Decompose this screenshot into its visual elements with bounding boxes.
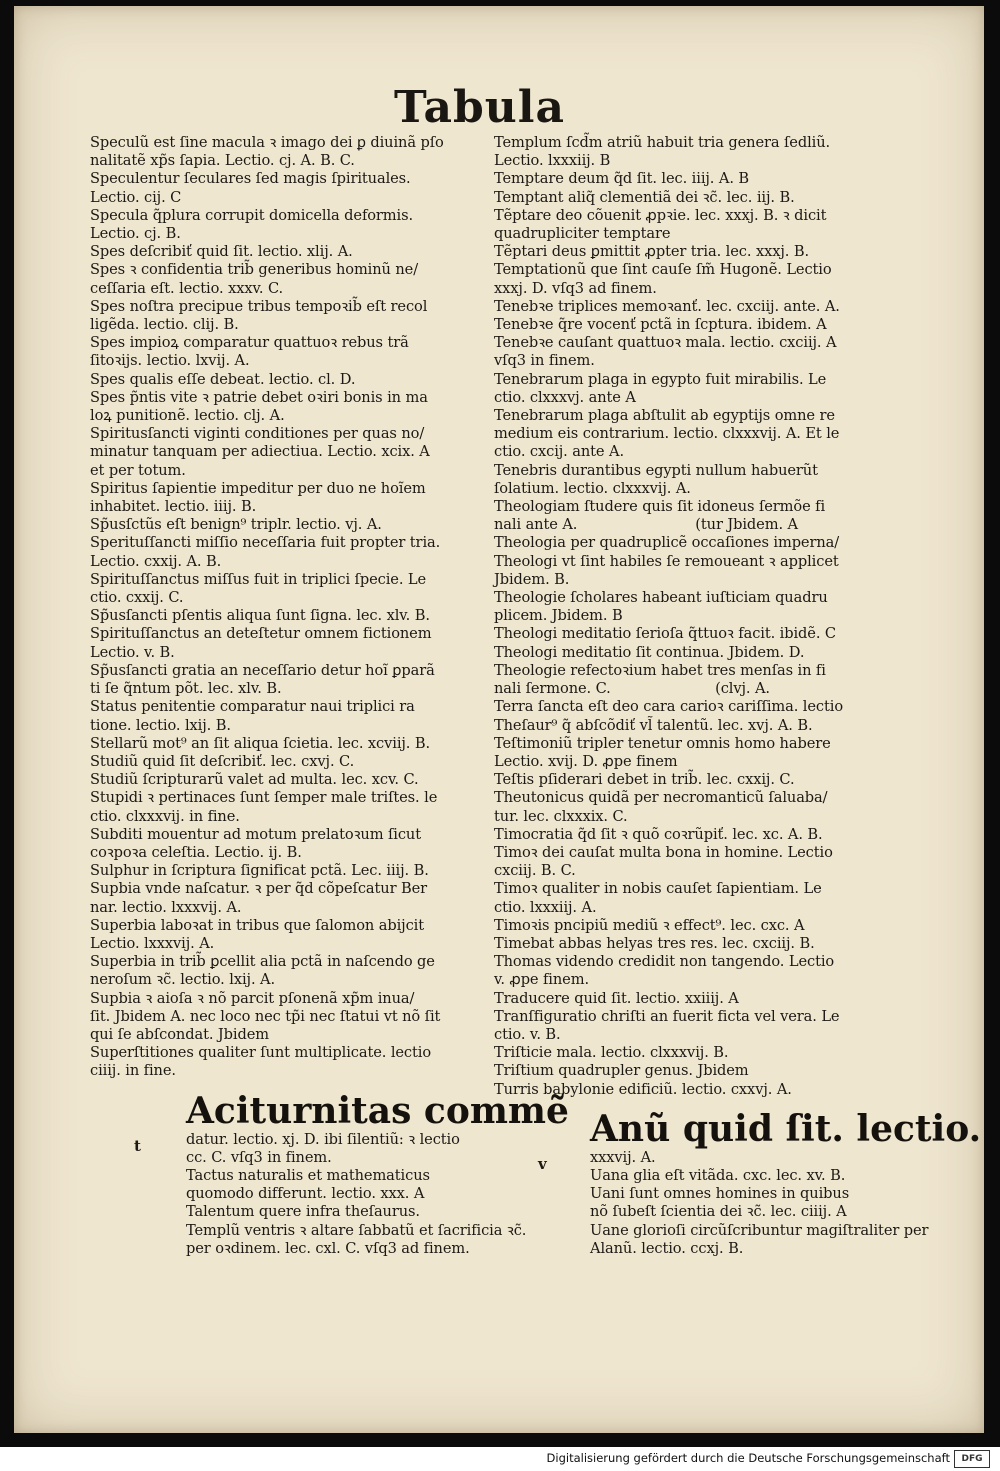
index-entry-line: Theologi vt ſint habiles ſe remoueant ꝛ applicet	[494, 552, 839, 570]
index-entry-line: Status penitentie comparatur naui triplici ra	[90, 698, 415, 716]
scan-border	[0, 1433, 1000, 1447]
page-title: Tabula	[394, 82, 566, 133]
index-entry-line: ctio. clxxxvj. ante A	[494, 388, 636, 406]
index-entry-line: Tenebris durantibus egypti nullum habuerũt	[494, 461, 818, 479]
index-entry-line: ciiij. in fine.	[90, 1062, 176, 1080]
index-entry-line: tione. lectio. lxij. B.	[90, 716, 231, 734]
index-entry-line: Uani ſunt omnes homines in quibus	[590, 1185, 850, 1203]
index-entry-line: Triſtium quadrupler genus. Jbidem	[494, 1062, 749, 1080]
right-section	[494, 1107, 982, 1258]
dfg-logo: DFG	[954, 1450, 990, 1468]
index-entry-line: Timoꝛis pncipiũ mediũ ꝛ effect⁹. lec. cxc. A	[494, 916, 805, 934]
index-entry-line: Supbia vnde naſcatur. ꝛ per q̃d cõpeſcatur Ber	[90, 880, 428, 898]
index-entry-line: Spirituſſanctus an deteſtetur omnem fictionem	[90, 625, 432, 643]
section-heading-t: Aciturnitas commẽ	[186, 1089, 569, 1132]
index-entry-line: Spes ꝛ confidentia trib̃ generibus hominũ ne/	[90, 261, 419, 279]
index-entry-line: Timocratia q̃d ſit ꝛ quõ coꝛrũpiť. lec. xc. A. B.	[494, 825, 823, 843]
index-entry-line: Superſtitiones qualiter ſunt multiplicate. lectio	[90, 1044, 432, 1062]
index-entry-line: Studiũ ſcripturarũ valet ad multa. lec. xcv. C.	[90, 771, 419, 789]
index-entry-line: Superbia in trib̃ ꝑcellit alia pctã in naſcendo ge	[90, 953, 435, 971]
index-entry-line: Jbidem. B.	[494, 570, 570, 588]
index-entry-line: Spes impioꝝ comparatur quattuoꝛ rebus trã	[90, 334, 409, 352]
index-entry-line: Sp̃usſancti gratia an neceſſario detur hoĩ ꝑparã	[90, 661, 435, 679]
index-entry-line: Turris babylonie edificiũ. lectio. cxxvj. A.	[494, 1080, 792, 1098]
index-entry-line: per oꝛdinem. lec. cxl. C. vſq3 ad finem.	[186, 1239, 470, 1257]
index-entry-line: cc. C. vſq3 in finem.	[186, 1148, 332, 1166]
index-entry-line: Tẽptari deus ꝑmittit ꝓpter tria. lec. xxxj. B.	[494, 243, 809, 261]
index-entry-line: xxxj. D. vſq3 ad finem.	[494, 279, 657, 297]
index-entry-line: nõ ſubeſt ſcientia dei ꝛc̃. lec. ciiij. A	[590, 1203, 847, 1221]
index-entry-line: Sulphur in ſcriptura ſignificat pctã. Lec. iiij. B.	[90, 862, 429, 880]
left-section	[90, 1089, 569, 1258]
index-entry-line: Temptationũ que ſint cauſe ſm̃ Hugonẽ. Lectio	[494, 261, 832, 279]
left-section-entries	[90, 1130, 527, 1258]
index-entry-line: inhabitet. lectio. iiij. B.	[90, 498, 257, 516]
index-entry-line: et per totum.	[90, 461, 186, 479]
index-entry-line: Tranſfiguratio chriſti an fuerit ficta vel vera. Le	[494, 1007, 840, 1025]
index-entry-line: Theologie refectoꝛium habet tres menſas in fi	[494, 661, 826, 679]
index-entry-line: Theſaur⁹ q̃ abſcõdiť vl̃ talentũ. lec. xvj. A. B.	[494, 716, 813, 734]
index-entry-line: Lectio. cj. B.	[90, 225, 181, 243]
index-entry-line: tur. lec. clxxxix. C.	[494, 807, 628, 825]
index-entry-line: ctio. cxcij. ante A.	[494, 443, 624, 461]
index-entry-line: Alanũ. lectio. ccxj. B.	[590, 1239, 744, 1257]
section-heading-v: Anũ quid ſit. lectio.	[590, 1107, 982, 1150]
index-entry-line: Terra ſancta eſt deo cara carioꝛ cariſſima. lectio	[494, 698, 844, 716]
index-entry-line: Subditi mouentur ad motum prelatoꝛum ſicut	[90, 825, 421, 843]
index-entry-line: Uane glorioſi circũſcribuntur magiſtraliter per	[590, 1221, 929, 1239]
index-entry-line: Lectio. lxxxiij. B	[494, 152, 611, 170]
index-entry-line: Sp̃usſctũs eſt benign⁹ triplr. lectio. vj. A.	[90, 516, 382, 534]
index-entry-line: Teſtis pſiderari debet in trib̃. lec. cxxij. C.	[494, 771, 795, 789]
index-entry-line: Triſticie mala. lectio. clxxxvij. B.	[494, 1044, 729, 1062]
section-initial-v: v	[538, 1154, 547, 1173]
index-entry-line: ctio. cxxij. C.	[90, 589, 184, 607]
index-entry-line: Spirituſſanctus miſſus fuit in triplici ſpecie. Le	[90, 570, 427, 588]
index-entry-line: Lectio. v. B.	[90, 643, 175, 661]
index-entry-line: plicem. Jbidem. B	[494, 607, 623, 625]
index-entry-line: Theologie ſcholares habeant iuſticiam quadru	[494, 589, 828, 607]
index-entry-line: Tenebrarum plaga abſtulit ab egyptijs omne re	[494, 407, 835, 425]
index-entry-line: Timoꝛ qualiter in nobis cauſet ſapientiam. Le	[494, 880, 822, 898]
right-entries	[494, 134, 860, 1099]
index-entry-line: Teſtimoniũ tripler tenetur omnis homo habere	[494, 734, 831, 752]
index-entry-line: Studiũ quid ſit deſcribiť. lec. cxvj. C.	[90, 752, 355, 770]
index-entry-line: Speculũ est ſine macula ꝛ imago dei ꝑ diuinã pſo	[90, 134, 444, 151]
index-entry-line: Stupidi ꝛ pertinaces ſunt ſemper male triſtes. le	[90, 789, 438, 807]
index-entry-line: cxciij. B. C.	[494, 862, 576, 880]
index-entry-line: Spes p̃ntis vite ꝛ patrie debet oꝛiri bonis in ma	[90, 388, 428, 406]
index-entry-line: Templum ſcd̃m atriũ habuit tria genera ſedliũ.	[494, 134, 831, 151]
index-entry-line: nalitatẽ xp̃s ſapia. Lectio. cj. A. B. C.	[90, 152, 355, 170]
index-entry-line: neroſum ꝛc̃. lectio. lxij. A.	[90, 971, 276, 989]
index-entry-line: Spes deſcribiť quid ſit. lectio. xlij. A.	[90, 243, 353, 261]
index-entry-line: Temptare deum q̃d ſit. lec. iiij. A. B	[494, 170, 750, 188]
index-entry-line: Temptant aliq̃ clementiã dei ꝛc̃. lec. iij. B.	[494, 188, 795, 206]
index-entry-line: Theologia per quadruplicẽ occaſiones imperna/	[494, 534, 840, 552]
index-entry-line: v. ꝓpe finem.	[494, 971, 589, 989]
index-entry-line: Theologiam ſtudere quis ſit idoneus ſermõe fi	[494, 498, 826, 516]
index-entry-line: nali ante A. (tur Jbidem. A	[494, 516, 798, 534]
index-entry-line: Timoꝛ dei cauſat multa bona in homine. Lectio	[494, 843, 833, 861]
index-entry-line: xxxvij. A.	[590, 1148, 656, 1166]
index-entry-line: Talentum quere infra theſaurus.	[186, 1203, 420, 1221]
index-entry-line: ſolatium. lectio. clxxxvij. A.	[494, 479, 691, 497]
right-column	[494, 134, 982, 1258]
index-entry-line: Supbia ꝛ aioſa ꝛ nõ parcit pſonenã xp̃m inua/	[90, 989, 415, 1007]
index-entry-line: medium eis contrarium. lectio. clxxxvij. A. Et le	[494, 425, 840, 443]
index-entry-line: Spes qualis eſſe debeat. lectio. cl. D.	[90, 370, 356, 388]
index-entry-line: Theologi meditatio ſit continua. Jbidem. D.	[494, 643, 805, 661]
index-entry-line: Timebat abbas helyas tres res. lec. cxciij. B.	[494, 934, 815, 952]
book-page	[14, 6, 984, 1433]
index-entry-line: Superbia laboꝛat in tribus que ſalomon abijcit	[90, 916, 424, 934]
index-entry-line: ctio. clxxxvij. in fine.	[90, 807, 240, 825]
index-entry-line: Sperituſſancti miſſio neceſſaria fuit propter tria.	[90, 534, 441, 552]
index-entry-line: quomodo differunt. lectio. xxx. A	[186, 1185, 425, 1203]
index-entry-line: ceſſaria eſt. lectio. xxxv. C.	[90, 279, 284, 297]
index-entry-line: Tenebrarum plaga in egypto fuit mirabilis. Le	[494, 370, 827, 388]
index-entry-line: Spes noſtra precipue tribus tempoꝛib̃ eſt recol	[90, 297, 428, 315]
index-entry-line: Tenebꝛe q̃re vocenť pctã in ſcptura. ibidem. A	[494, 316, 827, 334]
index-entry-line: ctio. lxxxiij. A.	[494, 898, 597, 916]
index-entry-line: ſitoꝛijs. lectio. lxvij. A.	[90, 352, 250, 370]
index-entry-line: Theutonicus quidã per necromanticũ ſaluaba/	[494, 789, 828, 807]
footer-bar	[0, 1447, 1000, 1471]
index-entry-line: Speculentur ſeculares ſed magis ſpirituales.	[90, 170, 411, 188]
index-entry-line: nali ſermone. C. (clvj. A.	[494, 680, 770, 698]
footer-credit: Digitalisierung gefördert durch die Deutsche Forschungsgemeinschaft	[546, 1451, 950, 1465]
index-entry-line: minatur tanquam per adiectiua. Lectio. xcix. A	[90, 443, 430, 461]
index-entry-line: Stellarũ mot⁹ an ſit aliqua ſcietia. lec. xcviij. B.	[90, 734, 431, 752]
index-entry-line: Theologi meditatio ſerioſa q̃ttuoꝛ facit. ibidẽ. C	[494, 625, 836, 643]
index-entry-line: ti ſe q̃ntum põt. lec. xlv. B.	[90, 680, 282, 698]
index-entry-line: Lectio. cxxij. A. B.	[90, 552, 222, 570]
index-entry-line: Lectio. cij. C	[90, 188, 182, 206]
index-entry-line: quadrupliciter temptare	[494, 225, 671, 243]
right-section-entries	[494, 1148, 929, 1258]
index-entry-line: Spiritus ſapientie impeditur per duo ne hoĩem	[90, 479, 426, 497]
index-entry-line: Thomas videndo credidit non tangendo. Lectio	[494, 953, 835, 971]
index-entry-line: coꝛpoꝛa celeſtia. Lectio. ij. B.	[90, 843, 302, 861]
index-entry-line: Templũ ventris ꝛ altare ſabbatũ et ſacrificia ꝛc̃.	[186, 1221, 527, 1239]
index-entry-line: Sp̃usſancti pſentis aliqua ſunt ſigna. lec. xlv. B.	[90, 607, 430, 625]
index-entry-line: Uana glia eſt vitãda. cxc. lec. xv. B.	[590, 1166, 846, 1184]
index-entry-line: Traducere quid ſit. lectio. xxiiij. A	[494, 989, 739, 1007]
index-entry-line: nar. lectio. lxxxvij. A.	[90, 898, 242, 916]
index-entry-line: datur. lectio. xj. D. ibi ſilentiũ: ꝛ lectio	[186, 1130, 460, 1148]
index-entry-line: Lectio. xvij. D. ꝓpe finem	[494, 752, 678, 770]
index-entry-line: ctio. v. B.	[494, 1025, 561, 1043]
section-initial-t: t	[134, 1136, 141, 1155]
index-entry-line: loꝝ punitionẽ. lectio. clj. A.	[90, 407, 285, 425]
index-entry-line: Lectio. lxxxvij. A.	[90, 934, 215, 952]
index-entry-line: Tenebꝛe triplices memoꝛanť. lec. cxciij. ante. A.	[494, 297, 840, 315]
index-entry-line: ligẽda. lectio. clij. B.	[90, 316, 239, 334]
index-entry-line: Tẽptare deo cõuenit ꝓpꝛie. lec. xxxj. B. ꝛ dicit	[494, 206, 827, 224]
index-entry-line: qui ſe abſcondat. Jbidem	[90, 1025, 269, 1043]
index-entry-line: Tenebꝛe cauſant quattuoꝛ mala. lectio. cxciij. A	[494, 334, 837, 352]
left-entries	[90, 134, 468, 1081]
index-entry-line: ſit. Jbidem A. nec loco nec tp̃i nec ſtatui vt nõ ſit	[90, 1007, 441, 1025]
index-entry-line: Spiritusſancti viginti conditiones per quas no/	[90, 425, 425, 443]
index-entry-line: vſq3 in finem.	[494, 352, 595, 370]
index-entry-line: Specula q̃plura corrupit domicella deformis.	[90, 206, 414, 224]
index-entry-line: Tactus naturalis et mathematicus	[186, 1166, 430, 1184]
